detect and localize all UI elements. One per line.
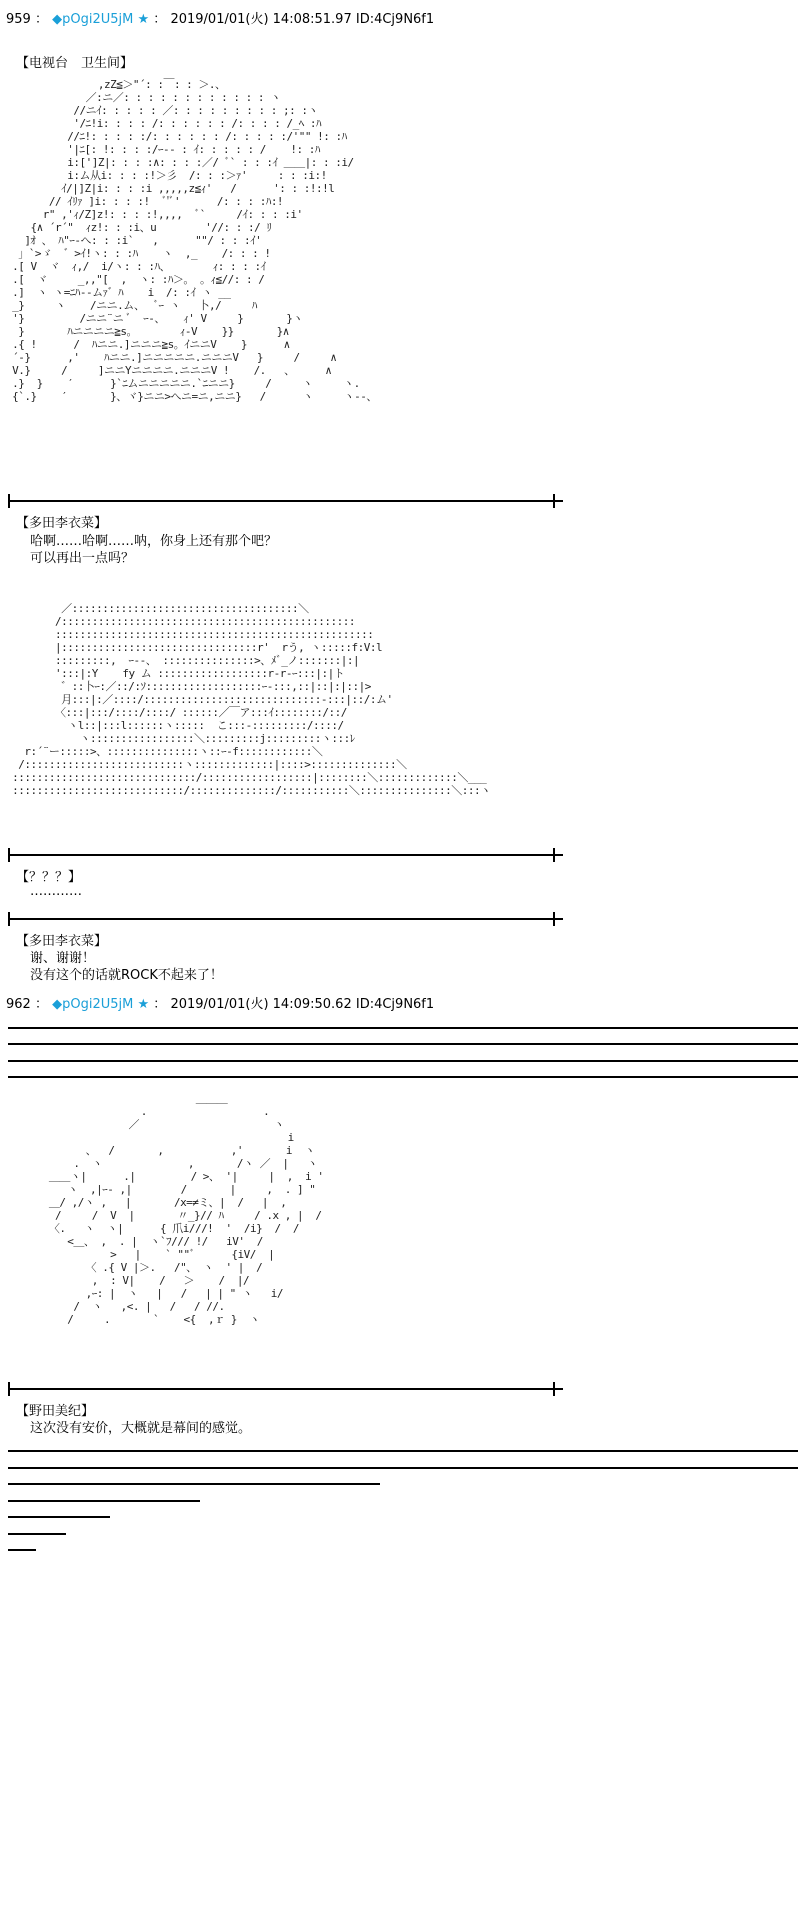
divider-rule bbox=[8, 1500, 200, 1502]
separator bbox=[8, 918, 563, 920]
ascii-art-3: ＿＿＿ . . ／ ヽ i 、 / , ,' i ヽ . ヽ , /ヽ ／ | ヽ ＿＿ヽ| .| / >、 '| | , i ' ヽ ,|ｰ- ,| / | , . ] " ＿/ ,/ヽ , | /x=≠ミ、| / | , / / V | 〃_}// ﾊ / .x , | / 〈. ヽ ヽ| { 爪i///! ' /i} / / <＿、 , . | ヽ`ﾌ/// !/ iV' / > | ` ""ﾞ {iV/ | 〈 .{ V |＞. /"、 ヽ ' | / , : V| / ＞ / |/ ,ｰ: | ヽ | / | | " ヽ i/ / ヽ ,<. | / / //. / . ` <{ ,ｒ } ヽ bbox=[48, 1092, 324, 1326]
separator-tick bbox=[8, 494, 10, 508]
divider-rule bbox=[8, 1549, 36, 1551]
dialogue-line: 谢、谢谢！ bbox=[30, 951, 96, 966]
dialogue-line: 没有这个的话就ROCK不起来了！ bbox=[30, 968, 223, 983]
dialogue-line: 哈啊……哈啊……呐，你身上还有那个吧？ bbox=[30, 534, 278, 549]
colon: ： bbox=[153, 997, 167, 1012]
divider-rule bbox=[8, 1483, 380, 1485]
divider-rule bbox=[8, 1533, 66, 1535]
star-icon: ★ bbox=[137, 997, 150, 1012]
poster-trip-link[interactable]: pOgi2U5jM bbox=[62, 12, 134, 27]
colon: ： bbox=[34, 997, 48, 1012]
poster-trip-link[interactable]: pOgi2U5jM bbox=[62, 997, 134, 1012]
divider-rule bbox=[8, 1516, 110, 1518]
divider-rule bbox=[8, 1450, 798, 1452]
colon: ： bbox=[153, 12, 167, 27]
separator-cross bbox=[553, 912, 555, 926]
dialogue-line: ………… bbox=[30, 884, 82, 899]
colon: ： bbox=[34, 12, 48, 27]
separator-cross bbox=[553, 494, 555, 508]
speaker-label: 【多田李衣菜】 bbox=[16, 934, 108, 949]
speaker-label: 【？？？】 bbox=[16, 870, 82, 885]
divider-rule bbox=[8, 1467, 798, 1469]
post-header-962 bbox=[6, 993, 434, 1012]
speaker-label: 【野田美纪】 bbox=[16, 1404, 95, 1419]
separator-cross bbox=[553, 1382, 555, 1396]
scene-label: 【电视台 卫生间】 bbox=[16, 56, 134, 71]
separator-cross bbox=[553, 848, 555, 862]
separator-tick bbox=[8, 912, 10, 926]
trip-diamond-icon: ◆ bbox=[52, 997, 63, 1012]
star-icon: ★ bbox=[137, 12, 150, 27]
post-number: 959 bbox=[6, 12, 31, 27]
ascii-art-2: ／:::::::::::::::::::::::::::::::::::::＼ /:::::::::::::::::::::::::::::::::::::::::::::::: :::::::::::::::::::::::::::::::::::::::::::::::::::: |::::::::::::::::::::::::::::::::r' rう, ヽ:::::f:V:l :::::::::, ｰ--、 :::::::::::::::>、ﾒﾞ_ノ:::::::|:| ':::|:Y fy ム ::::::::::::::::::r-r-ｰ:::|:|ト ゛::卜ｰ:／::/:ｿ:::::::::::::::::::ｰ-:::,::|::|:|::|> 月:::|:／::::/:::::::::::::::::::::::::::::-:::|::/:ム' 〈:::|:::/::::/::::/ ::::::／￣ア:::ｲ::::::::/::/ ヽl::|:::l::::::ヽ::::: こ:::-:::::::::/::::/ ヽ:::::::::::::::::＼:::::::::j:::::::::ヽ:::ﾚ r:´¨ー:::::>、:::::::::::::::ヽ::ｰ-f::::::::::::＼ /::::::::::::::::::::::::::ヽ:::::::::::::|::::>::::::::::::::＼ ::::::::::::::::::::::::::::::/::::::::::::::::::|::::::::＼:::::::::::::＼___ ::::::::::::::::::::::::::::/::::::::::::::/:::::::::::＼:::::::::::::::＼:::ヽ bbox=[12, 602, 491, 797]
speaker-label: 【多田李衣菜】 bbox=[16, 516, 108, 531]
post-datetime: 2019/01/01(火) 14:08:51.97 bbox=[170, 12, 352, 27]
separator bbox=[8, 854, 563, 856]
divider-rule bbox=[8, 1076, 798, 1078]
post-id: ID:4Cj9N6f1 bbox=[355, 12, 435, 27]
post-id: ID:4Cj9N6f1 bbox=[355, 997, 435, 1012]
dialogue-line: 可以再出一点吗？ bbox=[30, 551, 135, 566]
separator bbox=[8, 1388, 563, 1390]
trip-diamond-icon: ◆ bbox=[52, 12, 63, 27]
separator-tick bbox=[8, 848, 10, 862]
post-datetime: 2019/01/01(火) 14:09:50.62 bbox=[170, 997, 352, 1012]
separator-tick bbox=[8, 1382, 10, 1396]
post-header-959 bbox=[6, 8, 434, 27]
ascii-art-1: ,zZ≦＞"´: :￣: : ＞.、 ／:ニ／: : : : : : : : : : : : ヽ //ニｲ: : : : : ／: : : : : : : : : ;: :ヽ '/ﾆ!i: : : : /: : : : : : /: : : : /_ﾍ :ﾊ //ﾆ!: : : : :/: : : : : : /: : : : :/'"" !: :ﾊ '|ﾆ[: !: : : :/ｰ-- : ｲ: : : : : / !: :ﾊ i:[']Z|: : : :∧: : : :／/ ﾞ` : : :ｲ ＿＿|: : :i/ i:ム从i: : : :!＞彡 /: : :＞ｧ' : : :i:! ｲ/|]Z|i: : : :i ,,,,,z≦ｨ' / ': : :!:!l // ｲﾘｧ ]i: : : :! ﾞ'ﾞ' /: : : :ﾊ:! r" ,'ｨ/Z]z!: : : :!,,,, ﾞ` /ｲ: : : :i' {∧ ´r´" ｨz!: : :i、u '//: : :/ ﾘ ]ｵ 、 ﾊ"ｰ-へ: : :i` , ""/ : : :ｲ' 」`>ゞ ゛>ｲ!ヽ: : :ﾊ ヽ ,_ /: : : ! .[ V ヾ ｨ,/ i/ヽ: : :ﾊ、 ｨ: : : :ｲ .[ ヾ _,,"[ , ヽ: :ﾊ＞。 。ｨ≦//: : / .] ヽ ヽ=ﾆﾊ--ムｧ゛ﾊ i /: :ｲ ヽ __ _} ヽ /ニニ.ム、 ﾞｰ ヽ 卜,/ ﾊ '} /ニニ¨ニ ﾞ ｰ-、 ｨ' V } }ヽ } ﾊニニニニ≧s。 ｨ-V }} }∧ .{ ! / ﾊニニ.]ニニニ≧s。ｲニニV } ∧ ´-} ,' ﾊニニ.]ニニニニニ.ニニニV } / ∧ V.} / ]ニニYニニニニ.ニニニV ! /. 、 ∧ .} } ′ }`ﾆムニニニニニ.`ﾆニニ} / ヽ ヽ. {`.} ′ }、ヾ}ニニ>へニ=ニ,ニニ} / ヽ ヽ--、 bbox=[12, 78, 377, 403]
separator bbox=[8, 500, 563, 502]
divider-rule bbox=[8, 1043, 798, 1045]
divider-rule bbox=[8, 1027, 798, 1029]
divider-rule bbox=[8, 1060, 798, 1062]
dialogue-line: 这次没有安价，大概就是幕间的感觉。 bbox=[30, 1421, 252, 1436]
post-number: 962 bbox=[6, 997, 31, 1012]
